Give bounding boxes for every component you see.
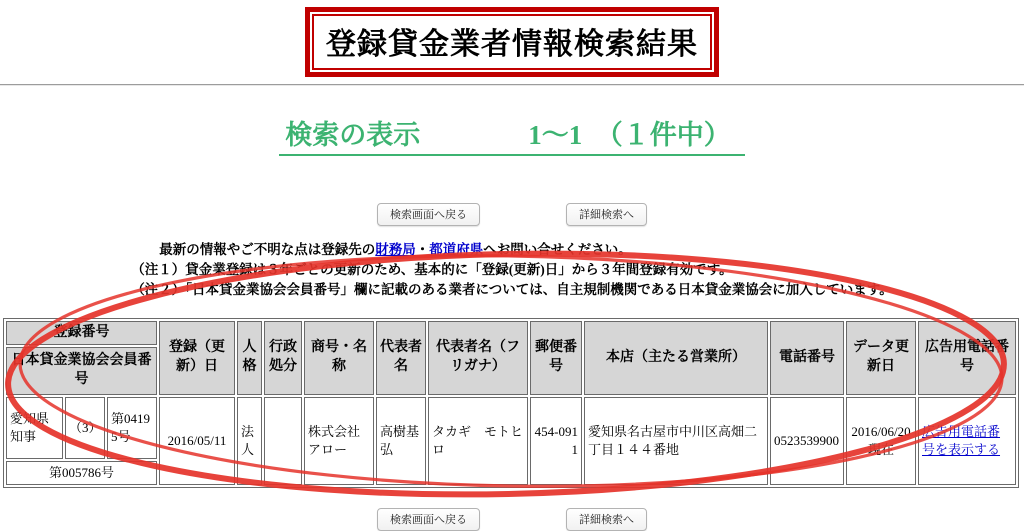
note-2: （注２）「日本貸金業協会会員番号」欄に記載のある業者については、自主規制機関である日本貸金業協会に加入しています。	[131, 282, 893, 297]
cell-data-updated	[846, 397, 916, 485]
header-postal-code: 郵便番号	[530, 321, 582, 395]
back-to-search-button-top[interactable]: 検索画面へ戻る	[377, 203, 480, 226]
zaimukyoku-link[interactable]: 財務局	[375, 242, 416, 257]
table-row	[6, 397, 1016, 459]
cell-registration-authority: 愛知県知事	[6, 397, 63, 459]
data-updated-date: 2016/06/20	[851, 424, 911, 440]
note-contact-suffix: へお問い合せください。	[483, 242, 632, 257]
notes	[131, 240, 892, 300]
cell-registration-no: 第04195号	[107, 397, 157, 459]
note-1: （注１）貸金業登録は３年ごとの更新のため、基本的に「登録(更新)日」から３年間登録有効です。	[131, 262, 733, 277]
header-representative-kana: 代表者名（フリガナ）	[428, 321, 528, 395]
header-trade-name: 商号・名称	[304, 321, 374, 395]
header-data-updated: データ更新日	[846, 321, 916, 395]
divider	[0, 84, 1024, 86]
detail-search-button-top[interactable]: 詳細検索へ	[566, 203, 647, 226]
summary-area	[0, 113, 1024, 156]
page-title-frame	[305, 7, 719, 77]
header-ad-phone: 広告用電話番号	[918, 321, 1016, 395]
bottom-button-row	[0, 508, 1024, 531]
cell-personality: 法人	[237, 397, 262, 485]
header-personality: 人格	[237, 321, 262, 395]
header-phone: 電話番号	[770, 321, 844, 395]
cell-postal-code: 454-0911	[530, 397, 582, 485]
todofuken-link[interactable]: 都道府県	[429, 242, 484, 257]
cell-representative-kana: タカギ モトヒロ	[428, 397, 528, 485]
header-association-member-number: 日本貸金業協会会員番号	[6, 347, 157, 395]
cell-ad-phone	[918, 397, 1016, 485]
data-updated-note: 現在	[867, 442, 894, 457]
detail-search-button-bottom[interactable]: 詳細検索へ	[566, 508, 647, 531]
cell-administrative-action	[264, 397, 302, 485]
cell-association-member-no: 第005786号	[6, 461, 157, 485]
ad-phone-link[interactable]: 広告用電話番号を表示する	[922, 424, 1001, 457]
cell-trade-name: 株式会社アロー	[304, 397, 374, 485]
title-area	[0, 0, 1024, 77]
header-representative: 代表者名	[376, 321, 426, 395]
header-administrative-action: 行政処分	[264, 321, 302, 395]
link-separator: ・	[415, 242, 430, 257]
cell-registration-count: （3）	[65, 397, 105, 459]
header-registration-date: 登録（更新）日	[159, 321, 235, 395]
top-button-row	[0, 203, 1024, 226]
result-table	[3, 318, 1019, 488]
back-to-search-button-bottom[interactable]: 検索画面へ戻る	[377, 508, 480, 531]
search-summary: 検索の表示 1～1 （１件中）	[279, 113, 745, 156]
note-contact-prefix: 最新の情報やご不明な点は登録先の	[159, 242, 376, 257]
cell-phone: 0523539900	[770, 397, 844, 485]
header-head-office: 本店（主たる営業所）	[584, 321, 768, 395]
note-contact-line	[131, 240, 892, 260]
header-registration-number: 登録番号	[6, 321, 157, 345]
cell-registration-date: 2016/05/11	[159, 397, 235, 485]
page-title: 登録貸金業者情報検索結果	[312, 14, 712, 70]
cell-representative: 高樹基弘	[376, 397, 426, 485]
cell-head-office: 愛知県名古屋市中川区高畑二丁目１４４番地	[584, 397, 768, 485]
